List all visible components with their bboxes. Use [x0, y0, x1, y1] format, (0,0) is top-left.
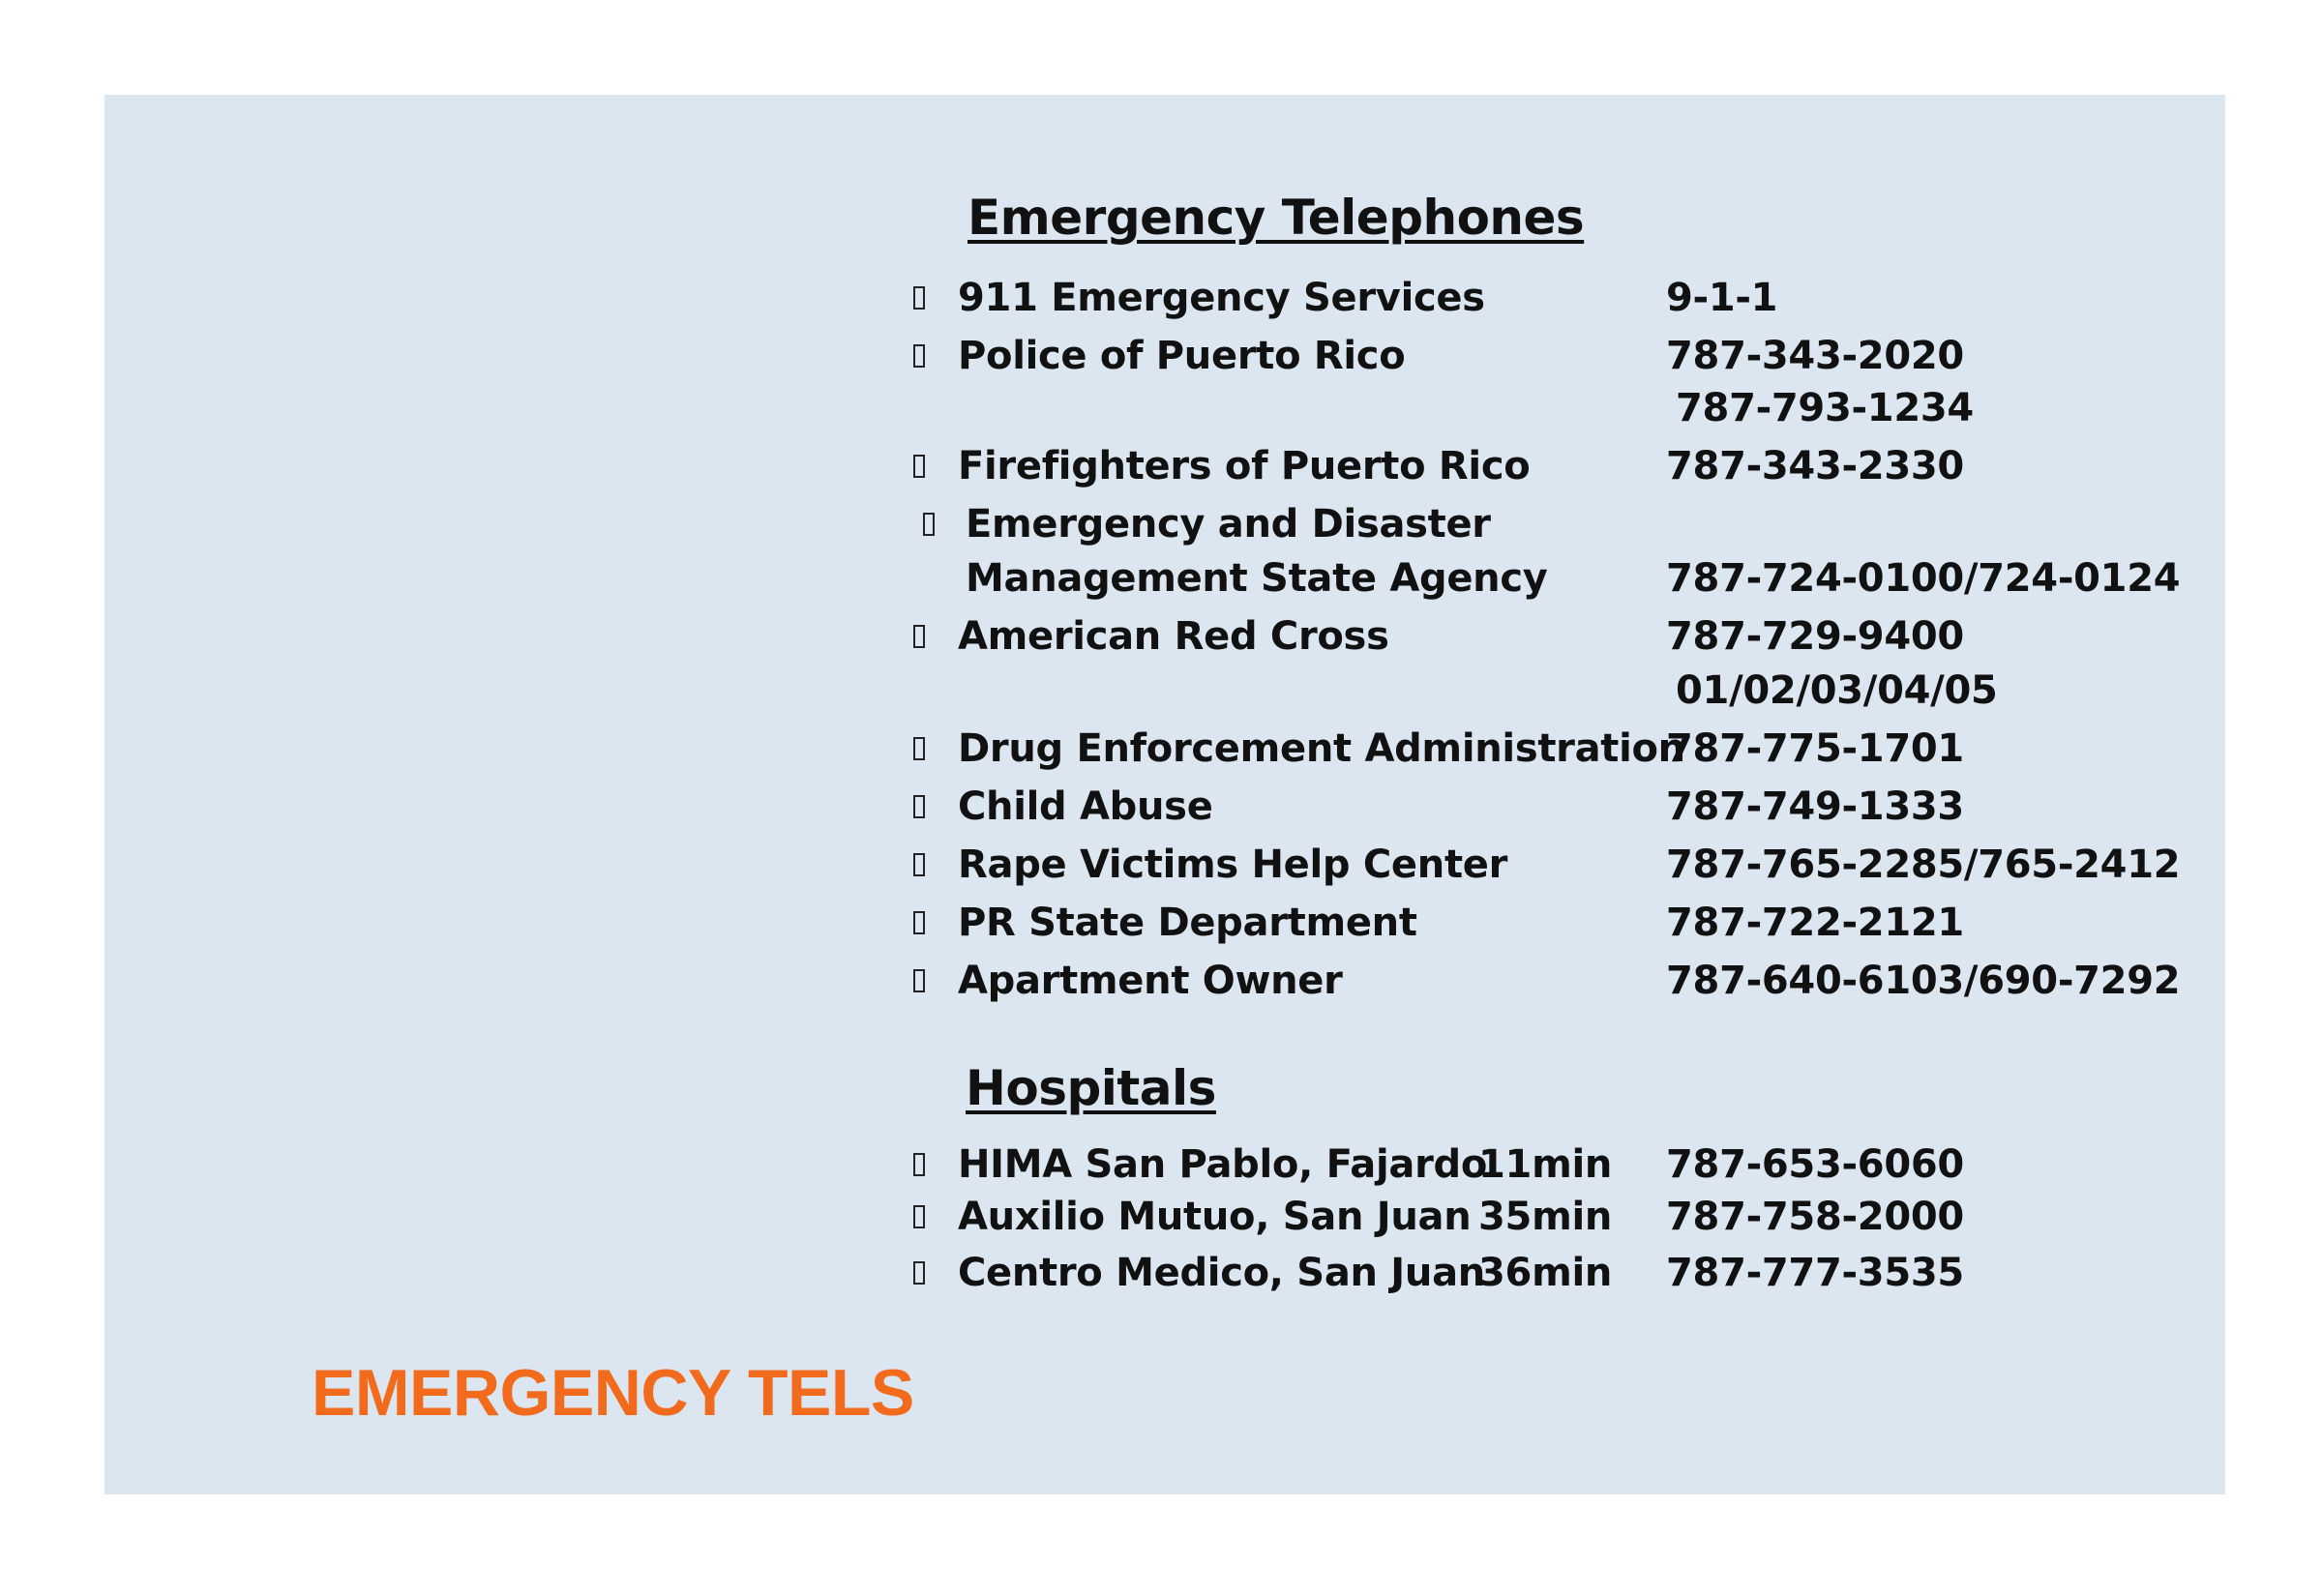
square-bullet-icon	[913, 969, 925, 992]
square-bullet-icon	[913, 455, 925, 478]
entry-phone: 787-765-2285/765-2412	[1666, 842, 2181, 887]
hospital-phone: 787-653-6060	[1666, 1142, 1964, 1187]
square-bullet-icon	[913, 625, 925, 648]
list-item-continuation	[0, 381, 2322, 435]
list-item	[0, 722, 2322, 776]
square-bullet-icon	[913, 1261, 925, 1285]
entry-name: Apartment Owner	[958, 959, 1343, 1003]
entry-name: Emergency and Disaster	[966, 502, 1491, 547]
square-bullet-icon	[923, 513, 935, 536]
list-item	[0, 609, 2322, 664]
entry-phone: 787-343-2330	[1666, 444, 1964, 488]
entry-name-line2: Management State Agency	[966, 556, 1548, 601]
entry-name: Drug Enforcement Administration	[958, 726, 1685, 771]
hospital-phone: 787-777-3535	[1666, 1251, 1964, 1295]
entry-phone: 787-343-2020	[1666, 334, 1964, 378]
hospital-phone: 787-758-2000	[1666, 1195, 1964, 1239]
entry-name: Child Abuse	[958, 784, 1213, 829]
entry-phone-extra: 01/02/03/04/05	[1676, 668, 1998, 713]
list-item-continuation	[0, 664, 2322, 718]
square-bullet-icon	[913, 911, 925, 934]
entry-phone: 9-1-1	[1666, 276, 1778, 320]
list-item-continuation	[0, 551, 2322, 606]
hospital-time: 35min	[1478, 1195, 1613, 1239]
hospitals-heading: Hospitals	[966, 1060, 1216, 1116]
list-item	[0, 329, 2322, 383]
list-item	[0, 896, 2322, 950]
hospital-name: Auxilio Mutuo, San Juan	[958, 1195, 1472, 1239]
emergency-telephones-heading: Emergency Telephones	[968, 190, 1585, 246]
list-item	[0, 439, 2322, 493]
entry-phone: 787-729-9400	[1666, 614, 1964, 659]
entry-phone: 787-749-1333	[1666, 784, 1964, 829]
hospital-time: 11min	[1478, 1142, 1613, 1187]
list-item	[0, 497, 2322, 551]
hospital-time: 36min	[1478, 1251, 1613, 1295]
hospital-name: HIMA San Pablo, Fajardo	[958, 1142, 1488, 1187]
emergency-tels-label: EMERGENCY TELS	[312, 1356, 914, 1430]
square-bullet-icon	[913, 737, 925, 760]
entry-phone: 787-640-6103/690-7292	[1666, 959, 2181, 1003]
entry-phone-extra: 787-793-1234	[1676, 386, 1974, 430]
square-bullet-icon	[913, 1205, 925, 1228]
square-bullet-icon	[913, 344, 925, 368]
list-item	[0, 780, 2322, 834]
list-item	[0, 271, 2322, 325]
hospital-name: Centro Medico, San Juan	[958, 1251, 1485, 1295]
entry-name: Firefighters of Puerto Rico	[958, 444, 1531, 488]
entry-name: American Red Cross	[958, 614, 1389, 659]
list-item	[0, 838, 2322, 892]
square-bullet-icon	[913, 853, 925, 876]
entry-name: 911 Emergency Services	[958, 276, 1485, 320]
hospital-row	[0, 1190, 2322, 1244]
hospital-row	[0, 1246, 2322, 1300]
entry-name: PR State Department	[958, 901, 1417, 945]
entry-phone: 787-722-2121	[1666, 901, 1964, 945]
hospital-row	[0, 1138, 2322, 1192]
list-item	[0, 954, 2322, 1008]
square-bullet-icon	[913, 795, 925, 818]
entry-name: Police of Puerto Rico	[958, 334, 1406, 378]
square-bullet-icon	[913, 286, 925, 310]
square-bullet-icon	[913, 1153, 925, 1176]
entry-phone: 787-775-1701	[1666, 726, 1964, 771]
entry-phone: 787-724-0100/724-0124	[1666, 556, 2181, 601]
entry-name: Rape Victims Help Center	[958, 842, 1508, 887]
